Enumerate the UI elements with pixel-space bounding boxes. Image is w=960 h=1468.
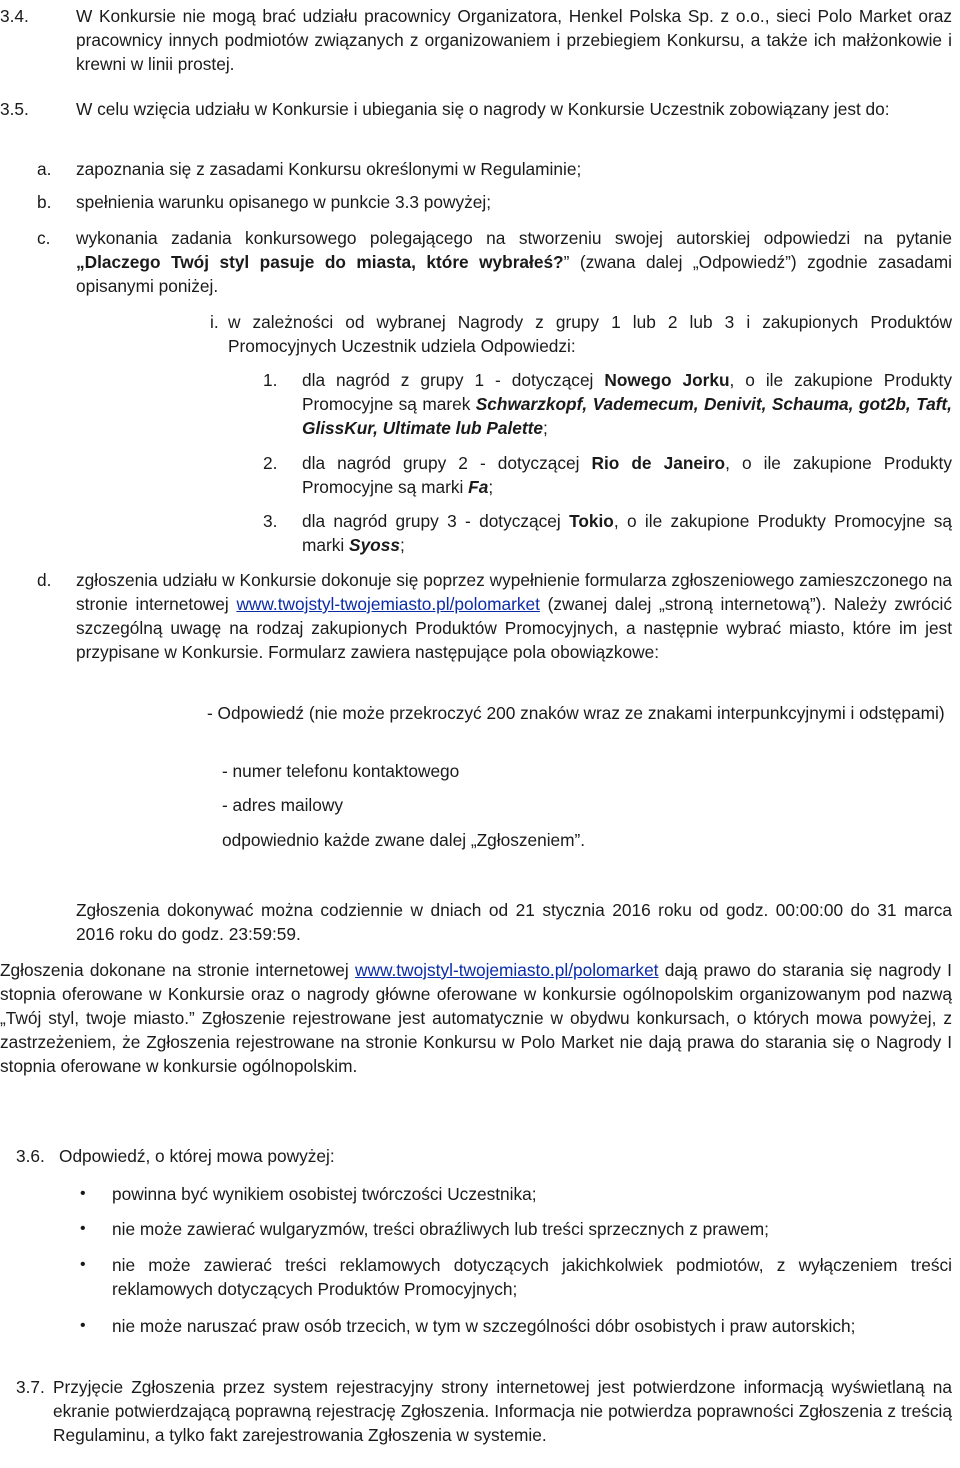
section-3-7-text: Przyjęcie Zgłoszenia przez system rejestracyjny strony internetowej jest potwierdzone informacją wyświetlaną na ekranie potwierdzającą poprawną rejestrację Zgłoszenia. Informacja nie potwierdza poprawności Zgłoszenia z treścią Regulaminu, a tylko fakt zarejestrowania Zgłoszenia w systemie. (53, 1377, 952, 1445)
item-b-text: spełnienia warunku opisanego w punkcie 3.3 powyżej; (76, 192, 492, 212)
section-number-3-6: 3.6. (16, 1146, 45, 1166)
item-c-post: ” (zwana dalej „Odpowiedź”) zgodnie zasadami opisanymi poniżej. (76, 252, 952, 296)
group-2-pre: dla nagród grupy 2 - dotyczącej (302, 453, 592, 473)
group-3-pre: dla nagród grupy 3 - dotyczącej (302, 511, 570, 531)
group-3-city: Tokio (569, 511, 614, 531)
item-d-label: d. (37, 570, 52, 590)
section-number-3-4: 3.4. (0, 6, 29, 26)
group-2-brands: Fa (468, 477, 489, 497)
group-3-number: 3. (263, 511, 278, 531)
field-phone: - numer telefonu kontaktowego (222, 761, 460, 781)
bullet-4-marker: • (80, 1317, 86, 1334)
field-answer: - Odpowiedź (nie może przekroczyć 200 znaków wraz ze znakami interpunkcyjnymi i odstępami) (207, 703, 945, 723)
item-d-text (76, 568, 952, 664)
section-3-5-text: W celu wzięcia udziału w Konkursie i ubiegania się o nagrody w Konkursie Uczestnik zobowiązany jest do: (76, 99, 890, 119)
item-c-text (76, 226, 952, 298)
bullet-4-text: nie może naruszać praw osób trzecich, w tym w szczególności dóbr osobistych i praw autorskich; (112, 1316, 856, 1336)
bullet-2-text: nie może zawierać wulgaryzmów, treści obraźliwych lub treści sprzecznych z prawem; (112, 1219, 769, 1239)
group-3-text (302, 509, 952, 557)
item-i-label: i. (210, 312, 219, 332)
online-submission-text (0, 958, 952, 1078)
group-3-mid: , o ile zakupione Produkty Promocyjne są marki (302, 511, 952, 555)
item-c-pre: wykonania zadania konkursowego polegającego na stworzeniu swojej autorskiej odpowiedzi na pytanie (76, 228, 952, 248)
section-number-3-5: 3.5. (0, 99, 29, 119)
group-1-mid: , o ile zakupione Produkty Promocyjne są marek (302, 370, 952, 414)
group-2-text (302, 451, 952, 499)
contest-question: „Dlaczego Twój styl pasuje do miasta, które wybrałeś? (76, 252, 564, 272)
group-2-mid: , o ile zakupione Produkty Promocyjne są marki (302, 453, 952, 497)
contest-website-link[interactable]: www.twojstyl-twojemiasto.pl/polomarket (236, 594, 540, 614)
bullet-3-text: nie może zawierać treści reklamowych dotyczących jakichkolwiek podmiotów, z wyłączeniem treści reklamowych dotyczących Produktów Promocyjnych; (112, 1255, 952, 1299)
group-2-end: ; (488, 477, 494, 497)
fields-note: odpowiednio każde zwane dalej „Zgłoszeniem”. (222, 830, 586, 850)
item-c-label: c. (37, 228, 51, 248)
item-d-post: (zwanej dalej „stroną internetową”). Należy zwrócić szczególną uwagę na rodzaj zakupionych Produktów Promocyjnych, a następnie wybrać miasto, które im jest przypisane w Konkursie. Formularz zawiera następujące pola obowiązkowe: (76, 594, 952, 662)
item-a-text: zapoznania się z zasadami Konkursu określonymi w Regulaminie; (76, 159, 582, 179)
submission-dates: Zgłoszenia dokonywać można codziennie w dniach od 21 stycznia 2016 roku od godz. 00:00:00 do 31 marca 2016 roku do godz. 23:59:59. (76, 900, 952, 944)
contest-website-link-2[interactable]: www.twojstyl-twojemiasto.pl/polomarket (355, 960, 659, 980)
section-3-6-text: Odpowiedź, o której mowa powyżej: (59, 1146, 335, 1166)
group-3-end: ; (399, 535, 405, 555)
bullet-2-marker: • (80, 1220, 86, 1237)
group-1-end: ; (543, 418, 548, 438)
group-3-brands: Syoss (349, 535, 400, 555)
group-1-brands: Schwarzkopf, Vademecum, Denivit, Schauma, got2b, Taft, GlissKur, Ultimate lub Palette (302, 394, 952, 438)
item-i-text: w zależności od wybranej Nagrody z grupy 1 lub 2 lub 3 i zakupionych Produktów Promocyjnych Uczestnik udziela Odpowiedzi: (228, 312, 952, 356)
group-1-city: Nowego Jorku (604, 370, 730, 390)
section-number-3-7: 3.7. (16, 1377, 45, 1397)
bullet-3-marker: • (80, 1256, 86, 1273)
group-1-number: 1. (263, 370, 278, 390)
group-1-text (302, 368, 952, 440)
online-post: dają prawo do starania się nagrody I stopnia oferowane w Konkursie oraz o nagrody główne oferowane w konkursie ogólnopolskim organizowanym pod nazwą „Twój styl, twoje miasto.” Zgłoszenie rejestrowane jest automatycznie w obydwu konkursach, o których mowa powyżej, z zastrzeżeniem, że Zgłoszenia rejestrowane na stronie Konkursu w Polo Market nie dają prawa do starania się o Nagrody I stopnia oferowane w konkursie ogólnopolskim. (0, 960, 952, 1076)
bullet-1-marker: • (80, 1185, 86, 1202)
group-1-pre: dla nagród z grupy 1 - dotyczącej (302, 370, 605, 390)
bullet-1-text: powinna być wynikiem osobistej twórczości Uczestnika; (112, 1184, 537, 1204)
group-2-city: Rio de Janeiro (591, 453, 726, 473)
section-3-4-text: W Konkursie nie mogą brać udziału pracownicy Organizatora, Henkel Polska Sp. z o.o., sieci Polo Market oraz pracownicy innych podmiotów związanych z organizowaniem i przebiegiem Konkursu, a także ich małżonkowie i krewni w linii prostej. (76, 6, 952, 74)
group-2-number: 2. (263, 453, 278, 473)
item-a-label: a. (37, 159, 52, 179)
item-b-label: b. (37, 192, 52, 212)
online-pre: Zgłoszenia dokonane na stronie internetowej (0, 960, 355, 980)
item-d-pre: zgłoszenia udziału w Konkursie dokonuje się poprzez wypełnienie formularza zgłoszeniowego zamieszczonego na stronie internetowej (76, 570, 952, 614)
field-email: - adres mailowy (222, 795, 344, 815)
